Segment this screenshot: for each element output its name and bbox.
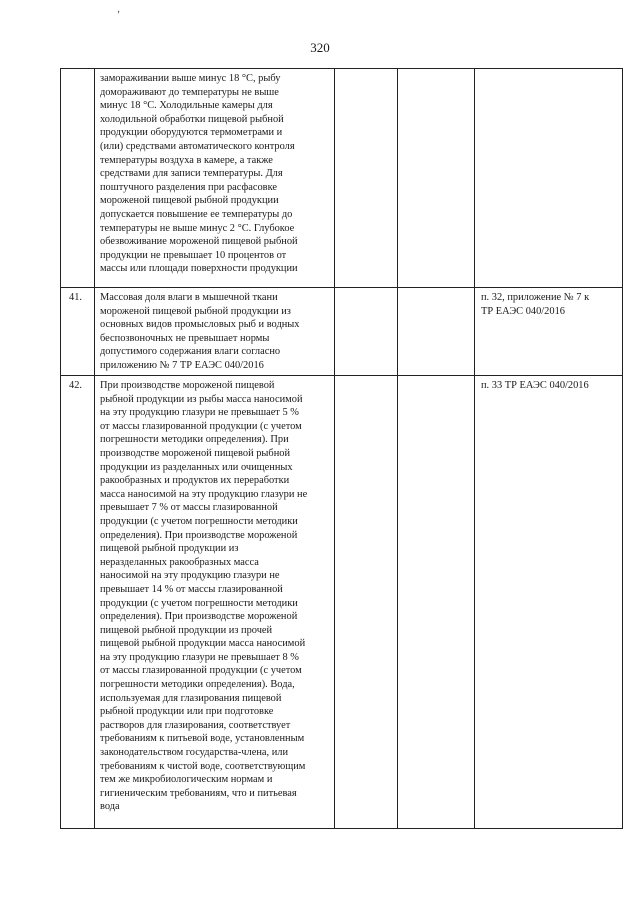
reference-text-line: п. 33 ТР ЕАЭС 040/2016	[481, 380, 589, 391]
requirement-text-line: законодательством государства-члена, или	[100, 747, 289, 759]
requirement-text-line: домораживают до температуры не выше	[100, 86, 279, 98]
requirement-text-line: замораживании выше минус 18 °С, рыбу	[100, 73, 281, 84]
row-number-cell: 41.	[61, 288, 95, 376]
requirement-text-line: на эту продукцию глазури не превышает 5 %	[100, 407, 299, 419]
empty-cell	[335, 69, 398, 288]
requirement-text-line: продукции (с учетом погрешности методики	[100, 515, 298, 527]
requirement-text-line: беспозвоночных не превышает нормы	[100, 332, 270, 344]
row-number-cell	[61, 69, 95, 288]
requirement-text-line: приложению № 7 ТР ЕАЭС 040/2016	[100, 359, 264, 371]
requirement-text-line: от массы глазированной продукции (с учетом	[100, 665, 302, 677]
requirement-text-line: превышает 7 % от массы глазированной	[100, 502, 278, 514]
requirement-text-line: холодильной обработки пищевой рыбной	[100, 113, 284, 125]
requirement-text-cell	[95, 69, 335, 288]
requirement-text-line: пищевой рыбной продукции из прочей	[100, 624, 273, 636]
requirement-text-line: мороженой пищевой рыбной продукции из	[100, 305, 291, 317]
requirement-text-line: погрешности методики определения). При	[100, 434, 289, 446]
requirement-text-line: продукции оборудуются термометрами и	[100, 127, 283, 139]
requirement-text-line: производстве мороженой пищевой рыбной	[100, 447, 291, 459]
requirement-text-cell	[95, 288, 335, 376]
empty-cell	[335, 288, 398, 376]
requirement-text-line: наносимой на эту продукцию глазури не	[100, 570, 280, 582]
requirement-text-line: требованиям к чистой воде, соответствующим	[100, 760, 306, 772]
table-row-41	[61, 288, 623, 376]
requirement-text-line: Массовая доля влаги в мышечной ткани	[100, 292, 278, 303]
reference-text-line: ТР ЕАЭС 040/2016	[481, 305, 565, 317]
requirement-text-line: масса наносимой на эту продукцию глазури не	[100, 488, 308, 500]
page-number: 320	[310, 40, 330, 55]
requirement-text-line: ракообразных и продуктов их переработки	[100, 475, 290, 487]
requirement-text-line: гигиеническим требованиям, что и питьевая	[100, 787, 297, 799]
requirement-text-line: определения). При производстве мороженой	[100, 529, 298, 541]
requirement-text-line: используемая для глазирования пищевой	[100, 692, 282, 704]
row-number-cell: 42.	[61, 376, 95, 829]
requirement-text-line: температуры воздуха в камере, а также	[100, 154, 273, 166]
empty-cell	[398, 288, 475, 376]
requirement-text-line: При производстве мороженой пищевой	[100, 380, 275, 391]
requirement-text-line: средствами для записи температуры. Для	[100, 168, 283, 180]
empty-cell	[335, 376, 398, 829]
requirement-text-line: массы или площади поверхности продукции	[100, 263, 298, 275]
reference-text-line: п. 32, приложение № 7 к	[481, 292, 590, 303]
requirement-text-line: растворов для глазирования, соответствует	[100, 719, 291, 731]
requirement-text-line: основных видов промысловых рыб и водных	[100, 319, 300, 331]
requirement-text-line: продукции не превышает 10 процентов от	[100, 249, 287, 261]
requirements-table	[60, 68, 623, 829]
requirement-text-line: погрешности методики определения). Вода,	[100, 679, 295, 691]
requirement-text-line: (или) средствами автоматического контроля	[100, 140, 295, 152]
reference-cell	[475, 69, 623, 288]
requirement-text-line: тем же микробиологическим нормам и	[100, 774, 273, 786]
requirement-text-line: поштучного разделения при расфасовке	[100, 181, 277, 193]
requirement-text-line: вода	[100, 801, 120, 813]
requirement-text-line: рыбной продукции из рыбы масса наносимой	[100, 393, 303, 405]
requirement-text-line: пищевой рыбной продукции масса наносимой	[100, 638, 306, 650]
requirement-text-line: допустимого содержания влаги согласно	[100, 346, 281, 358]
table-row-continuation	[61, 69, 623, 288]
requirement-text-line: определения). При производстве мороженой	[100, 611, 298, 623]
requirement-text-line: продукции из разделанных или очищенных	[100, 461, 293, 473]
requirement-text-line: мороженой пищевой рыбной продукции	[100, 195, 279, 207]
reference-cell	[475, 376, 623, 829]
scan-mark: '	[115, 8, 121, 22]
requirement-text-line: неразделанных ракообразных масса	[100, 556, 259, 568]
requirement-text-line: обезвоживание мороженой пищевой рыбной	[100, 236, 298, 248]
requirement-text-line: требованиям к питьевой воде, установленным	[100, 733, 305, 745]
empty-cell	[398, 376, 475, 829]
table-row-42	[61, 376, 623, 829]
requirement-text-line: на эту продукцию глазури не превышает 8 %	[100, 651, 299, 663]
requirement-text-line: превышает 14 % от массы глазированной	[100, 583, 283, 595]
requirement-text-line: допускается повышение ее температуры до	[100, 208, 293, 220]
empty-cell	[398, 69, 475, 288]
requirement-text-line: от массы глазированной продукции (с учетом	[100, 420, 302, 432]
reference-cell	[475, 288, 623, 376]
requirement-text-line: продукции (с учетом погрешности методики	[100, 597, 298, 609]
requirement-text-cell	[95, 376, 335, 829]
requirement-text-line: рыбной продукции или при подготовке	[100, 706, 274, 718]
requirement-text-line: минус 18 °С. Холодильные камеры для	[100, 100, 273, 112]
requirement-text-line: пищевой рыбной продукции из	[100, 543, 239, 555]
requirement-text-line: температуры не выше минус 2 °С. Глубокое	[100, 222, 295, 234]
